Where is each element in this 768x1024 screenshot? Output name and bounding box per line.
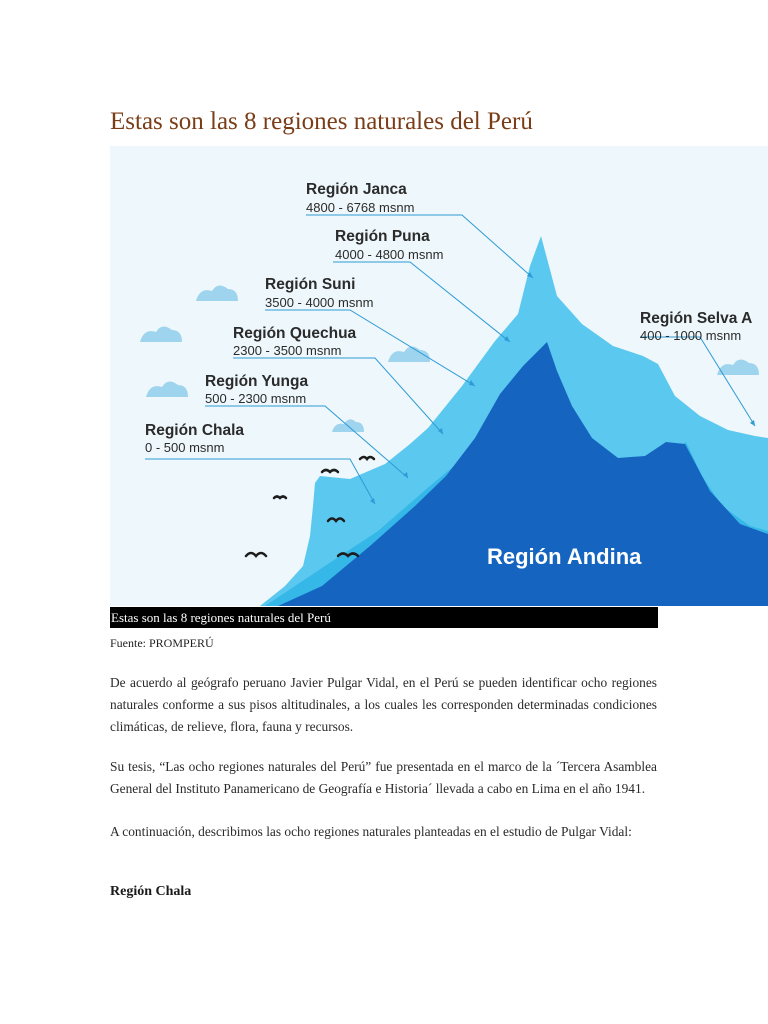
label-janca: Región Janca [306, 181, 407, 198]
paragraph-3: A continuación, describimos las ocho regiones naturales planteadas en el estudio de Pulgar Vidal: [110, 824, 632, 839]
label-suni: Región Suni [265, 276, 356, 293]
label-andina: Región Andina [487, 544, 642, 569]
label-quechua: Región Quechua [233, 325, 357, 342]
label-puna: Región Puna [335, 228, 430, 245]
range-selva-alta: 400 - 1000 msnm [640, 328, 742, 343]
paragraph-1: De acuerdo al geógrafo peruano Javier Pulgar Vidal, en el Perú se pueden identificar ocho regiones naturales conforme a sus pisos altitudinales, a los cuales les corresponden determinadas condiciones climáticas, de relieve, flora, fauna y recursos. [110, 675, 657, 734]
range-suni: 3500 - 4000 msnm [265, 295, 374, 310]
regions-infographic [110, 146, 768, 606]
range-chala: 0 - 500 msnm [145, 440, 225, 455]
label-yunga: Región Yunga [205, 373, 309, 390]
range-quechua: 2300 - 3500 msnm [233, 343, 342, 358]
range-yunga: 500 - 2300 msnm [205, 391, 307, 406]
section-heading-chala: Región Chala [110, 884, 192, 899]
article-title: Estas son las 8 regiones naturales del Perú [110, 108, 533, 135]
label-selva-alta: Región Selva A [640, 310, 753, 327]
range-janca: 4800 - 6768 msnm [306, 200, 415, 215]
figure-source: Fuente: PROMPERÚ [110, 636, 214, 650]
label-chala: Región Chala [145, 422, 245, 439]
figure-caption: Estas son las 8 regiones naturales del Perú [110, 607, 658, 628]
range-puna: 4000 - 4800 msnm [335, 247, 444, 262]
paragraph-2: Su tesis, “Las ocho regiones naturales del Perú” fue presentada en el marco de la ´Tercera Asamblea General del Instituto Panamericano de Geografía e Historia´ llevada a cabo en Lima en el año 1941. [110, 759, 657, 796]
